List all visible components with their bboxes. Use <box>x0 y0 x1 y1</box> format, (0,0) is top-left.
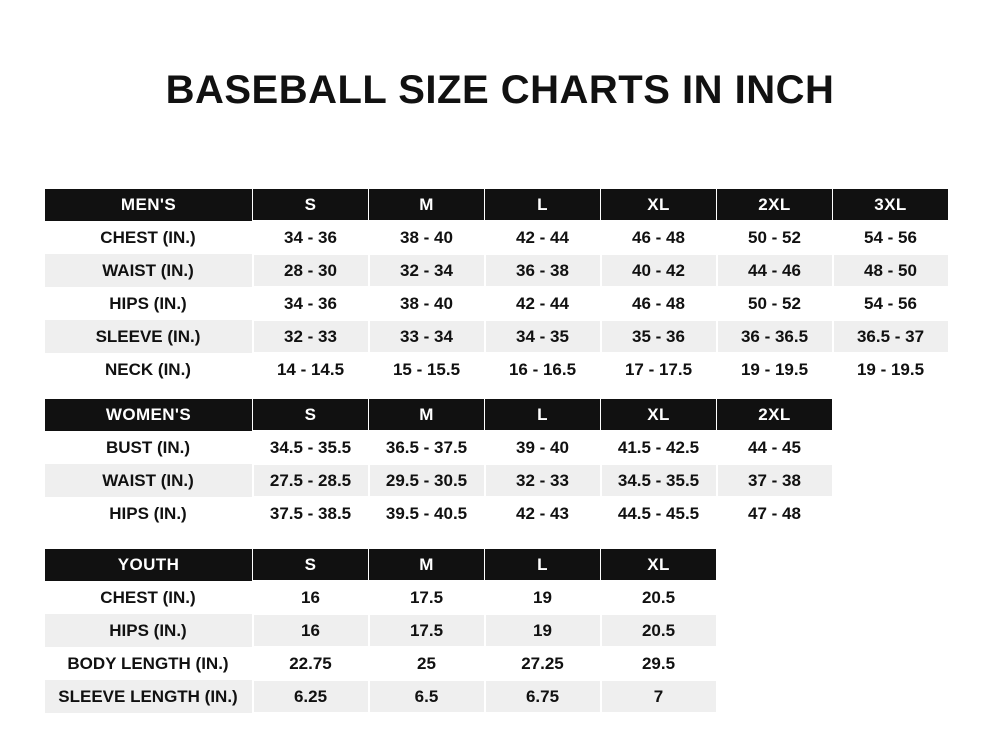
column-header-m: M <box>369 399 485 432</box>
column-header-s: S <box>253 189 369 222</box>
page-title: BASEBALL SIZE CHARTS IN INCH <box>165 68 835 112</box>
column-header-2xl: 2XL <box>717 399 833 432</box>
womens-chart-body <box>45 431 833 530</box>
row-label: BODY LENGTH (IN.) <box>45 647 253 680</box>
measurement-cell: 16 - 16.5 <box>485 353 601 386</box>
measurement-cell: 44 - 46 <box>717 254 833 287</box>
measurement-cell: 19 - 19.5 <box>833 353 949 386</box>
row-label: CHEST (IN.) <box>45 581 253 614</box>
row-label: SLEEVE (IN.) <box>45 320 253 353</box>
table-row <box>45 353 949 386</box>
measurement-cell: 15 - 15.5 <box>369 353 485 386</box>
row-label: HIPS (IN.) <box>45 497 253 530</box>
measurement-cell: 7 <box>601 680 717 713</box>
table-header-row <box>45 399 833 432</box>
measurement-cell: 6.25 <box>253 680 369 713</box>
measurement-cell: 44 - 45 <box>717 431 833 464</box>
measurement-cell: 36 - 36.5 <box>717 320 833 353</box>
table-row <box>45 647 717 680</box>
column-header-l: L <box>485 549 601 582</box>
measurement-cell: 36.5 - 37.5 <box>369 431 485 464</box>
measurement-cell: 38 - 40 <box>369 221 485 254</box>
measurement-cell: 29.5 <box>601 647 717 680</box>
column-header-s: S <box>253 549 369 582</box>
measurement-cell: 17 - 17.5 <box>601 353 717 386</box>
measurement-cell: 28 - 30 <box>253 254 369 287</box>
youth-size-chart <box>44 548 718 714</box>
measurement-cell: 50 - 52 <box>717 287 833 320</box>
measurement-cell: 27.5 - 28.5 <box>253 464 369 497</box>
row-label: CHEST (IN.) <box>45 221 253 254</box>
row-label: SLEEVE LENGTH (IN.) <box>45 680 253 713</box>
measurement-cell: 33 - 34 <box>369 320 485 353</box>
measurement-cell: 39.5 - 40.5 <box>369 497 485 530</box>
measurement-cell: 14 - 14.5 <box>253 353 369 386</box>
column-header-2xl: 2XL <box>717 189 833 222</box>
measurement-cell: 27.25 <box>485 647 601 680</box>
row-label: WAIST (IN.) <box>45 254 253 287</box>
measurement-cell: 16 <box>253 614 369 647</box>
measurement-cell: 6.75 <box>485 680 601 713</box>
table-row <box>45 254 949 287</box>
measurement-cell: 34.5 - 35.5 <box>253 431 369 464</box>
measurement-cell: 16 <box>253 581 369 614</box>
measurement-cell: 42 - 44 <box>485 287 601 320</box>
youth-chart-header <box>45 549 717 582</box>
measurement-cell: 32 - 34 <box>369 254 485 287</box>
measurement-cell: 6.5 <box>369 680 485 713</box>
table-row <box>45 497 833 530</box>
table-header-row <box>45 549 717 582</box>
womens-size-chart <box>44 398 834 531</box>
row-label: BUST (IN.) <box>45 431 253 464</box>
measurement-cell: 46 - 48 <box>601 287 717 320</box>
measurement-cell: 25 <box>369 647 485 680</box>
measurement-cell: 29.5 - 30.5 <box>369 464 485 497</box>
table-row <box>45 581 717 614</box>
measurement-cell: 17.5 <box>369 581 485 614</box>
measurement-cell: 48 - 50 <box>833 254 949 287</box>
table-row <box>45 431 833 464</box>
row-label: HIPS (IN.) <box>45 287 253 320</box>
measurement-cell: 19 <box>485 581 601 614</box>
youth-chart-body <box>45 581 717 713</box>
measurement-cell: 34.5 - 35.5 <box>601 464 717 497</box>
table-row <box>45 680 717 713</box>
column-header-3xl: 3XL <box>833 189 949 222</box>
mens-chart-body <box>45 221 949 386</box>
measurement-cell: 42 - 44 <box>485 221 601 254</box>
measurement-cell: 39 - 40 <box>485 431 601 464</box>
table-row <box>45 221 949 254</box>
measurement-cell: 36 - 38 <box>485 254 601 287</box>
measurement-cell: 17.5 <box>369 614 485 647</box>
column-header-l: L <box>485 399 601 432</box>
column-header-m: M <box>369 549 485 582</box>
column-header-s: S <box>253 399 369 432</box>
measurement-cell: 22.75 <box>253 647 369 680</box>
mens-size-chart <box>44 188 950 387</box>
womens-chart-header <box>45 399 833 432</box>
table-row <box>45 287 949 320</box>
measurement-cell: 37 - 38 <box>717 464 833 497</box>
table-header-row <box>45 189 949 222</box>
row-label: HIPS (IN.) <box>45 614 253 647</box>
measurement-cell: 37.5 - 38.5 <box>253 497 369 530</box>
column-header-m: M <box>369 189 485 222</box>
measurement-cell: 32 - 33 <box>253 320 369 353</box>
measurement-cell: 19 <box>485 614 601 647</box>
row-label: WAIST (IN.) <box>45 464 253 497</box>
measurement-cell: 20.5 <box>601 614 717 647</box>
measurement-cell: 47 - 48 <box>717 497 833 530</box>
measurement-cell: 35 - 36 <box>601 320 717 353</box>
column-header-l: L <box>485 189 601 222</box>
table-row <box>45 614 717 647</box>
measurement-cell: 54 - 56 <box>833 221 949 254</box>
measurement-cell: 36.5 - 37 <box>833 320 949 353</box>
table-row <box>45 464 833 497</box>
mens-chart-title-cell: MEN'S <box>45 189 253 222</box>
measurement-cell: 40 - 42 <box>601 254 717 287</box>
youth-chart-title-cell: YOUTH <box>45 549 253 582</box>
measurement-cell: 54 - 56 <box>833 287 949 320</box>
measurement-cell: 38 - 40 <box>369 287 485 320</box>
measurement-cell: 32 - 33 <box>485 464 601 497</box>
column-header-xl: XL <box>601 399 717 432</box>
measurement-cell: 50 - 52 <box>717 221 833 254</box>
measurement-cell: 34 - 36 <box>253 287 369 320</box>
measurement-cell: 19 - 19.5 <box>717 353 833 386</box>
column-header-xl: XL <box>601 189 717 222</box>
measurement-cell: 42 - 43 <box>485 497 601 530</box>
measurement-cell: 41.5 - 42.5 <box>601 431 717 464</box>
measurement-cell: 44.5 - 45.5 <box>601 497 717 530</box>
womens-chart-title-cell: WOMEN'S <box>45 399 253 432</box>
measurement-cell: 20.5 <box>601 581 717 614</box>
mens-chart-header <box>45 189 949 222</box>
measurement-cell: 34 - 35 <box>485 320 601 353</box>
table-row <box>45 320 949 353</box>
column-header-xl: XL <box>601 549 717 582</box>
row-label: NECK (IN.) <box>45 353 253 386</box>
measurement-cell: 46 - 48 <box>601 221 717 254</box>
measurement-cell: 34 - 36 <box>253 221 369 254</box>
